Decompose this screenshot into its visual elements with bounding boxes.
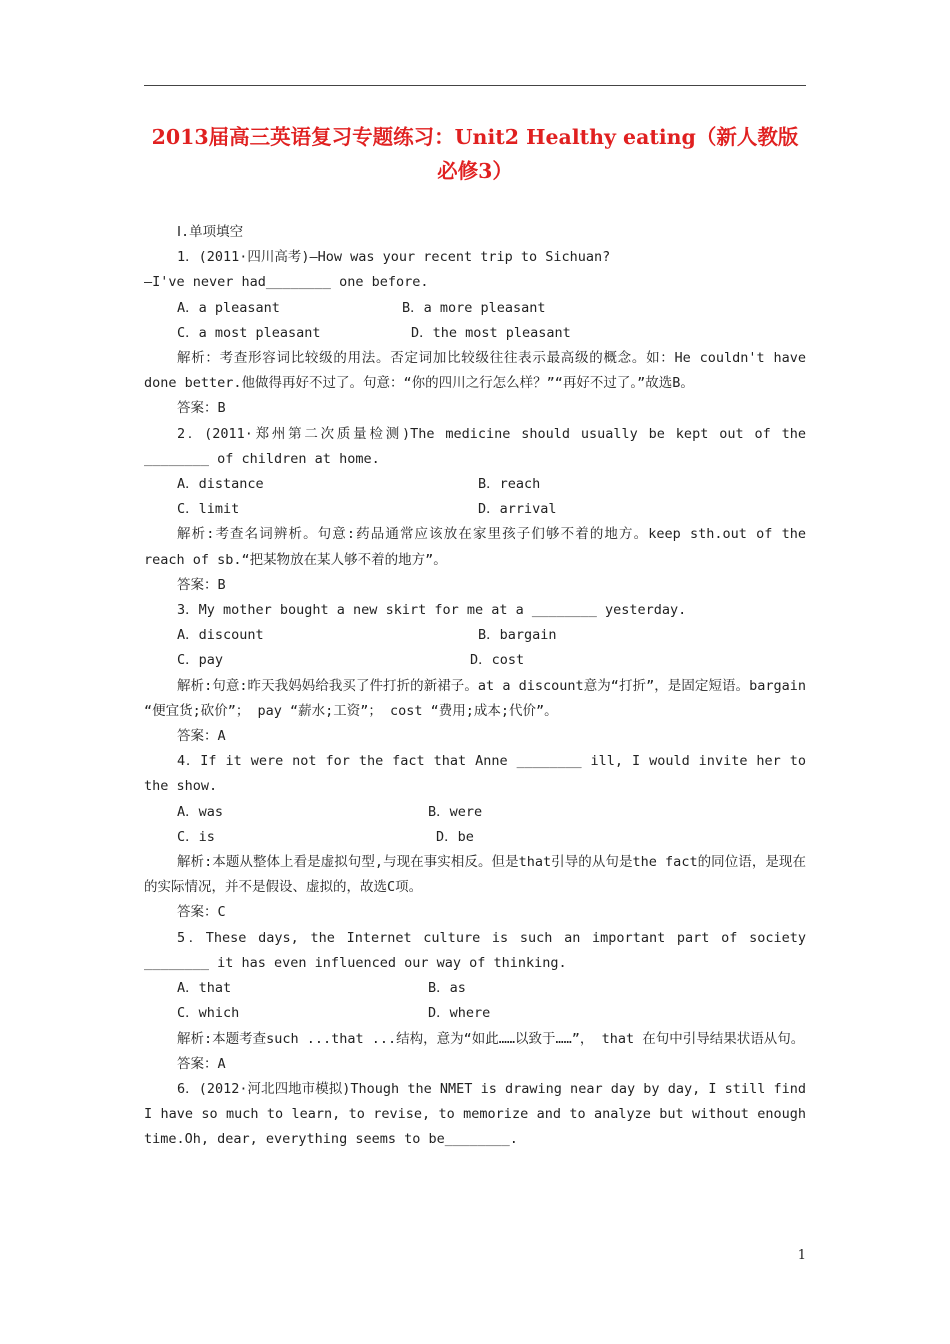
question-stem: 3．My mother bought a new skirt for me at a ________ yesterday. [177,602,687,619]
question-2 [144,422,806,598]
option-d: D．the most pleasant [411,324,571,341]
question-stem: 6．(2012·河北四地市模拟)Though the NMET is drawing near day by day, I still find I have so much to learn, to revise, to memorize and to analyze but without enough time.Oh, dear, everything seems to be________. [144,1080,806,1148]
options-row [144,472,806,497]
options-row [144,296,806,321]
analysis-text: 解析:本题从整体上看是虚拟句型,与现在事实相反。但是that引导的从句是the fact的同位语，是现在的实际情况，并不是假设、虚拟的，故选C项。 [144,854,806,896]
section-heading: Ⅰ.单项填空 [177,224,244,240]
options-row [144,648,806,673]
analysis-text: 解析:句意:昨天我妈妈给我买了件打折的新裙子。at a discount意为“打折”，是固定短语。bargain “便宜货;砍价”； pay “薪水;工资”； cost “费用;成本;代价”。 [144,677,806,719]
analysis-text: 解析:本题考查such ...that ...结构，意为“如此……以致于……”， that 在句中引导结果状语从句。 [177,1030,805,1047]
option-a: A．a pleasant [177,299,280,316]
analysis-text: 解析：考查形容词比较级的用法。否定词加比较级往往表示最高级的概念。如：He couldn't have done better.他做得再好不过了。句意：“你的四川之行怎么样？”“再好不过了。”故选B。 [144,350,806,392]
answer-text: 答案：B [177,576,226,593]
option-a: A．discount [177,627,264,644]
question-stem: 5．These days, the Internet culture is such an important part of society ________ it has even influenced our way of thinking. [144,929,806,971]
options-row [144,321,806,346]
question-1 [144,245,806,421]
options-row [144,497,806,522]
options-row [144,976,806,1001]
options-row [144,623,806,648]
options-row [144,800,806,825]
answer-text: 答案：A [177,728,226,745]
option-b: B．reach [478,476,541,493]
option-d: D．where [428,1005,491,1022]
answer-text: 答案：C [177,904,226,921]
question-5 [144,926,806,1077]
option-c: C．is [177,828,215,845]
option-b: B．were [428,803,483,820]
page-number: 1 [797,1248,806,1263]
option-a: A．distance [177,476,264,493]
option-c: C．limit [177,501,240,518]
options-row [144,1001,806,1026]
question-stem: —I've never had________ one before. [144,274,429,291]
question-6 [144,1077,806,1153]
question-stem: 1．(2011·四川高考)—How was your recent trip to Sichuan? [177,249,611,266]
answer-text: 答案：B [177,400,226,417]
option-d: D．be [436,828,474,845]
document-body [144,220,806,1153]
option-c: C．which [177,1005,240,1022]
option-b: B．as [428,980,466,997]
question-stem: 2．(2011·郑州第二次质量检测)The medicine should usually be kept out of the ________ of children at home. [144,425,806,467]
page-title: 2013届高三英语复习专题练习：Unit2 Healthy eating（新人教版必修3） [151,125,799,183]
header-rule [144,85,806,86]
option-c: C．pay [177,652,224,669]
option-a: A．that [177,980,232,997]
option-b: B．bargain [478,627,557,644]
option-d: D．cost [470,652,525,669]
option-c: C．a most pleasant [177,324,321,341]
option-d: D．arrival [478,501,557,518]
options-row [144,825,806,850]
question-3 [144,598,806,749]
question-4 [144,749,806,925]
question-stem: 4．If it were not for the fact that Anne ________ ill, I would invite her to the show. [144,753,806,795]
option-b: B．a more pleasant [402,299,546,316]
answer-text: 答案：A [177,1055,226,1072]
analysis-text: 解析:考查名词辨析。句意:药品通常应该放在家里孩子们够不着的地方。keep sth.out of the reach of sb.“把某物放在某人够不着的地方”。 [144,526,806,568]
option-a: A．was [177,803,224,820]
